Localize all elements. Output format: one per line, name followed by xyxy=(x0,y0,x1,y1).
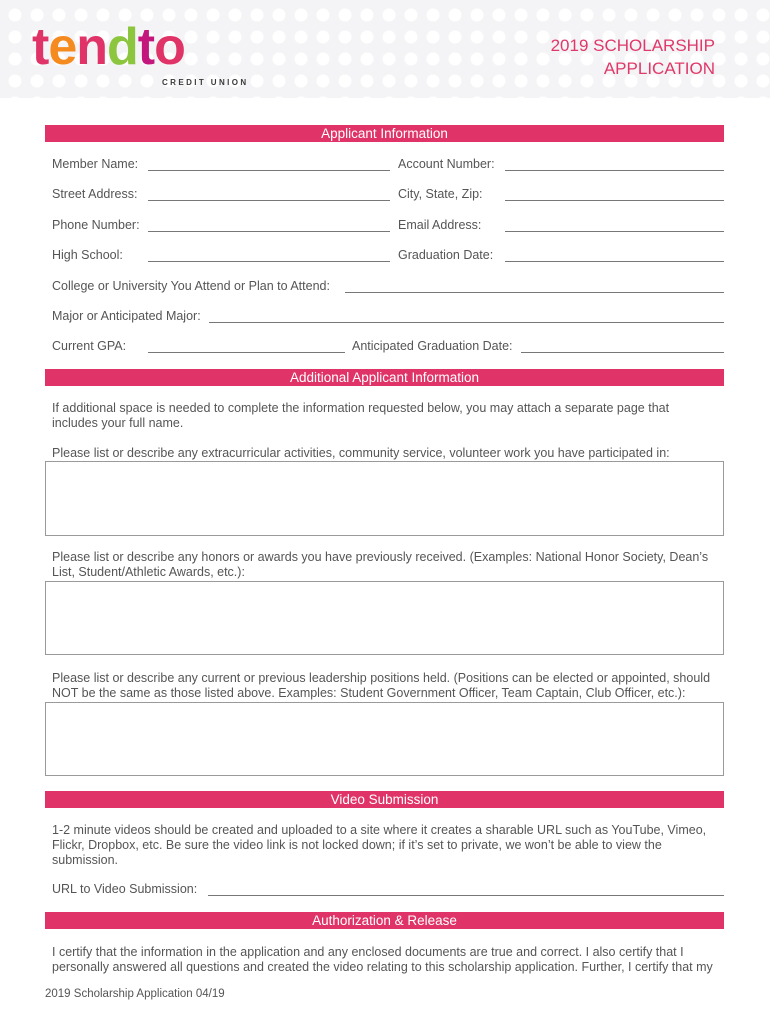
video-url-label: URL to Video Submission: xyxy=(52,882,198,896)
leadership-prompt-line-2: NOT be the same as those listed above. Examples: Student Government Officer, Team Captain, Club Officer, etc.): xyxy=(52,686,686,700)
authorization-line-1: I certify that the information in the application and any enclosed documents are true and correct. I also certify that I xyxy=(52,945,684,959)
logo-wordmark xyxy=(32,20,252,80)
section-authorization-release: Authorization & Release xyxy=(45,912,724,929)
street-address-label: Street Address: xyxy=(52,187,138,201)
high-school-label: High School: xyxy=(52,248,123,262)
member-name-label: Member Name: xyxy=(52,157,139,171)
additional-intro xyxy=(52,401,724,431)
phone-number-field[interactable] xyxy=(148,231,390,232)
leadership-textbox[interactable] xyxy=(45,702,724,776)
section-video-submission: Video Submission xyxy=(45,791,724,808)
additional-intro-line-2: includes your full name. xyxy=(52,416,184,430)
member-name-field[interactable] xyxy=(148,170,390,171)
anticipated-graduation-field[interactable] xyxy=(521,352,724,353)
section-additional-applicant-information: Additional Applicant Information xyxy=(45,369,724,386)
tendto-logo xyxy=(32,20,252,92)
authorization-text xyxy=(52,945,724,975)
activities-prompt: Please list or describe any extracurricular activities, community service, volunteer work you have participated in: xyxy=(52,446,670,460)
city-state-zip-field[interactable] xyxy=(505,200,724,201)
logo-subtitle: CREDIT UNION xyxy=(162,78,249,87)
college-label: College or University You Attend or Plan to Attend: xyxy=(52,279,330,293)
video-instructions xyxy=(52,823,724,868)
video-url-field[interactable] xyxy=(208,895,724,896)
graduation-date-label: Graduation Date: xyxy=(398,248,494,262)
phone-number-label: Phone Number: xyxy=(52,218,140,232)
major-label: Major or Anticipated Major: xyxy=(52,309,201,323)
page-title xyxy=(551,34,715,80)
street-address-field[interactable] xyxy=(148,200,390,201)
page-footer: 2019 Scholarship Application 04/19 xyxy=(45,988,225,1000)
title-line-1: 2019 SCHOLARSHIP xyxy=(550,36,715,55)
page-header xyxy=(0,0,770,98)
activities-textbox[interactable] xyxy=(45,461,724,536)
email-address-label: Email Address: xyxy=(398,218,482,232)
leadership-prompt xyxy=(52,671,724,701)
graduation-date-field[interactable] xyxy=(505,261,724,262)
account-number-field[interactable] xyxy=(505,170,724,171)
gpa-label: Current GPA: xyxy=(52,339,127,353)
email-address-field[interactable] xyxy=(505,231,724,232)
section-applicant-information: Applicant Information xyxy=(45,125,724,142)
svg-text:tendto: tendto xyxy=(32,20,185,76)
anticipated-graduation-label: Anticipated Graduation Date: xyxy=(352,339,513,353)
major-field[interactable] xyxy=(209,322,724,323)
account-number-label: Account Number: xyxy=(398,157,495,171)
additional-intro-line-1: If additional space is needed to complete the information requested below, you may attach a separate page that xyxy=(52,401,670,415)
college-field[interactable] xyxy=(345,292,724,293)
video-instructions-line-1: 1-2 minute videos should be created and uploaded to a site where it creates a sharable URL such as YouTube, Vimeo, xyxy=(52,823,707,837)
high-school-field[interactable] xyxy=(148,261,390,262)
leadership-prompt-line-1: Please list or describe any current or previous leadership positions held. (Positions can be elected or appointed, should xyxy=(52,671,711,685)
honors-prompt-line-1: Please list or describe any honors or awards you have previously received. (Examples: National Honor Society, Dean’s xyxy=(52,550,709,564)
honors-prompt-line-2: List, Student/Athletic Awards, etc.): xyxy=(52,565,245,579)
honors-textbox[interactable] xyxy=(45,581,724,655)
authorization-line-2: personally answered all questions and created the video relating to this scholarship application. Further, I certify that my xyxy=(52,960,713,974)
video-instructions-line-3: submission. xyxy=(52,853,118,867)
gpa-field[interactable] xyxy=(148,352,345,353)
title-line-2: APPLICATION xyxy=(603,59,715,78)
honors-prompt xyxy=(52,550,724,580)
city-state-zip-label: City, State, Zip: xyxy=(398,187,483,201)
video-instructions-line-2: Flickr, Dropbox, etc. Be sure the video link is not locked down; if it’s set to private, we won’t be able to view the xyxy=(52,838,662,852)
